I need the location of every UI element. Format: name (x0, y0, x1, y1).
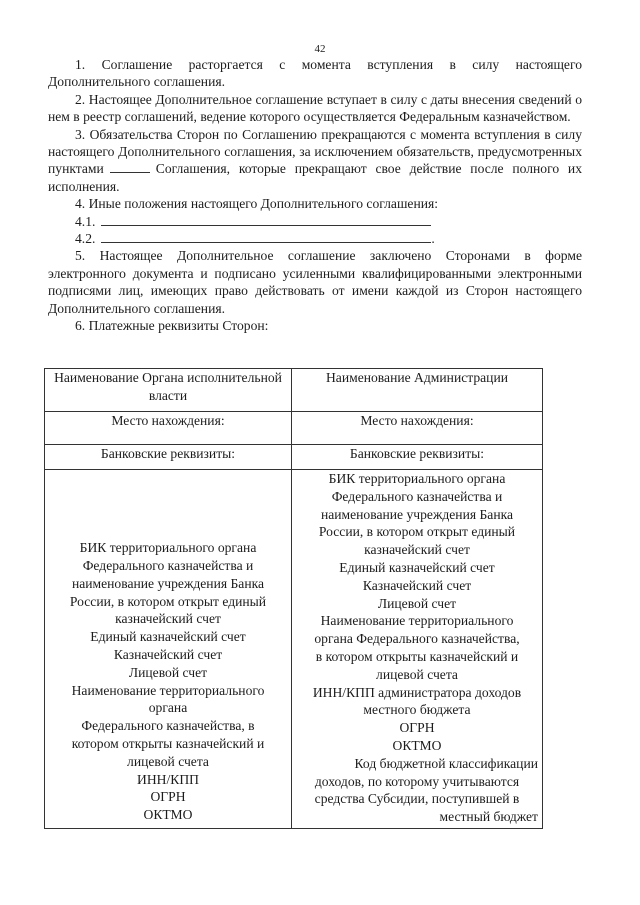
left-detail-line: котором открыты казначейский и (71, 736, 265, 752)
left-detail-line: Казначейский счет (113, 647, 223, 663)
right-detail-line: органа Федерального казначейства, (314, 631, 520, 647)
right-location-label: Место нахождения: (292, 412, 543, 445)
sub-item-4-1-label: 4.1. (75, 213, 96, 229)
right-detail-line: Единый казначейский счет (339, 559, 495, 575)
blank-line-4-1 (101, 213, 431, 226)
table-row-bank (45, 445, 543, 470)
paragraph-2: 2. Настоящее Дополнительное соглашение вступает в силу с даты внесения сведений о нем в реестр соглашений, ведение которого осуществляется Федеральным казначейством. (48, 91, 582, 125)
right-detail-line: лицевой счета (376, 666, 458, 682)
right-detail-line: БИК территориального органа (328, 471, 506, 486)
paragraph-5: 5. Настоящее Дополнительное соглашение заключено Сторонами в форме электронного документа и подписано усиленными квалифицированными электронными подписями лиц, имеющих право действовать от имени каждой из Сторон настоящего Дополнительного соглашения. (48, 248, 582, 316)
left-detail-line: Федерального казначейства, в (81, 718, 255, 734)
blank-points-field (110, 160, 150, 173)
left-detail-line: наименование учреждения Банка (71, 575, 265, 591)
table-row-location (45, 412, 543, 445)
payment-details-table (44, 368, 543, 829)
left-detail-line: Наименование территориального (71, 682, 265, 698)
left-bank-details (45, 470, 292, 829)
right-detail-line: казначейский счет (364, 542, 470, 558)
left-detail-line: ИНН/КПП (137, 771, 199, 787)
right-bank-label: Банковские реквизиты: (292, 445, 543, 470)
left-bank-label: Банковские реквизиты: (45, 445, 292, 470)
paragraph-6: 6. Платежные реквизиты Сторон: (75, 318, 269, 334)
left-detail-line: ОКТМО (143, 807, 193, 823)
left-detail-line: казначейский счет (115, 611, 221, 627)
paragraph-3 (48, 126, 582, 196)
right-detail-line: наименование учреждения Банка (320, 506, 514, 522)
left-party-name: Наименование Органа исполнительной власти (45, 369, 292, 412)
right-detail-line: Казначейский счет (362, 577, 472, 593)
paragraph-3-text-after: Соглашения, которые прекращают свое действие после полного их исполнения. (48, 161, 582, 194)
left-detail-line: органа (148, 700, 188, 716)
right-bank-details (292, 470, 543, 829)
sub-item-4-2 (48, 230, 582, 247)
paragraph-1: 1. Соглашение расторгается с момента вступления в силу настоящего Дополнительного соглашения. (48, 57, 582, 90)
left-location-label: Место нахождения: (45, 412, 292, 445)
right-detail-line: Лицевой счет (377, 595, 457, 611)
right-party-name: Наименование Администрации (292, 369, 543, 412)
page-number: 42 (314, 43, 326, 55)
left-detail-line: лицевой счета (127, 753, 209, 769)
table-row-names (45, 369, 543, 412)
table-row-details (45, 470, 543, 829)
right-detail-line: доходов, по которому учитываются (314, 773, 520, 789)
right-detail-line: ОКТМО (392, 737, 442, 753)
paragraph-4: 4. Иные положения настоящего Дополнительного соглашения: (75, 196, 439, 212)
right-detail-line: ОГРН (399, 720, 435, 736)
left-detail-line: Федерального казначейства и (82, 558, 254, 574)
right-detail-line: местного бюджета (363, 702, 471, 718)
right-detail-line: в котором открыты казначейский и (315, 648, 519, 664)
right-detail-line: местный бюджет (439, 809, 538, 825)
right-detail-line: России, в котором открыт единый (318, 524, 516, 540)
left-detail-line: России, в котором открыт единый (69, 593, 267, 609)
document-body (48, 56, 582, 335)
sub-item-4-2-end: . (431, 231, 435, 247)
right-detail-line: Наименование территориального (320, 613, 514, 629)
sub-item-4-1 (48, 213, 582, 230)
left-detail-line: Лицевой счет (128, 664, 208, 680)
paragraph-3-text-before: 3. Обязательства Сторон по Соглашению прекращаются с момента вступления в силу настоящего Дополнительного соглашения, за исключением обязательств, предусмотренных пунктами (48, 126, 582, 177)
left-detail-line: БИК территориального органа (79, 540, 257, 556)
right-detail-line: Федерального казначейства и (331, 488, 503, 504)
right-detail-line: Код бюджетной классификации (354, 755, 538, 771)
blank-line-4-2 (101, 230, 431, 243)
left-detail-line: Единый казначейский счет (90, 629, 246, 645)
right-detail-line: ИНН/КПП администратора доходов (312, 684, 522, 700)
sub-item-4-2-label: 4.2. (75, 231, 96, 247)
right-detail-line: средства Субсидии, поступившей в (314, 791, 520, 807)
left-detail-line: ОГРН (150, 789, 186, 805)
